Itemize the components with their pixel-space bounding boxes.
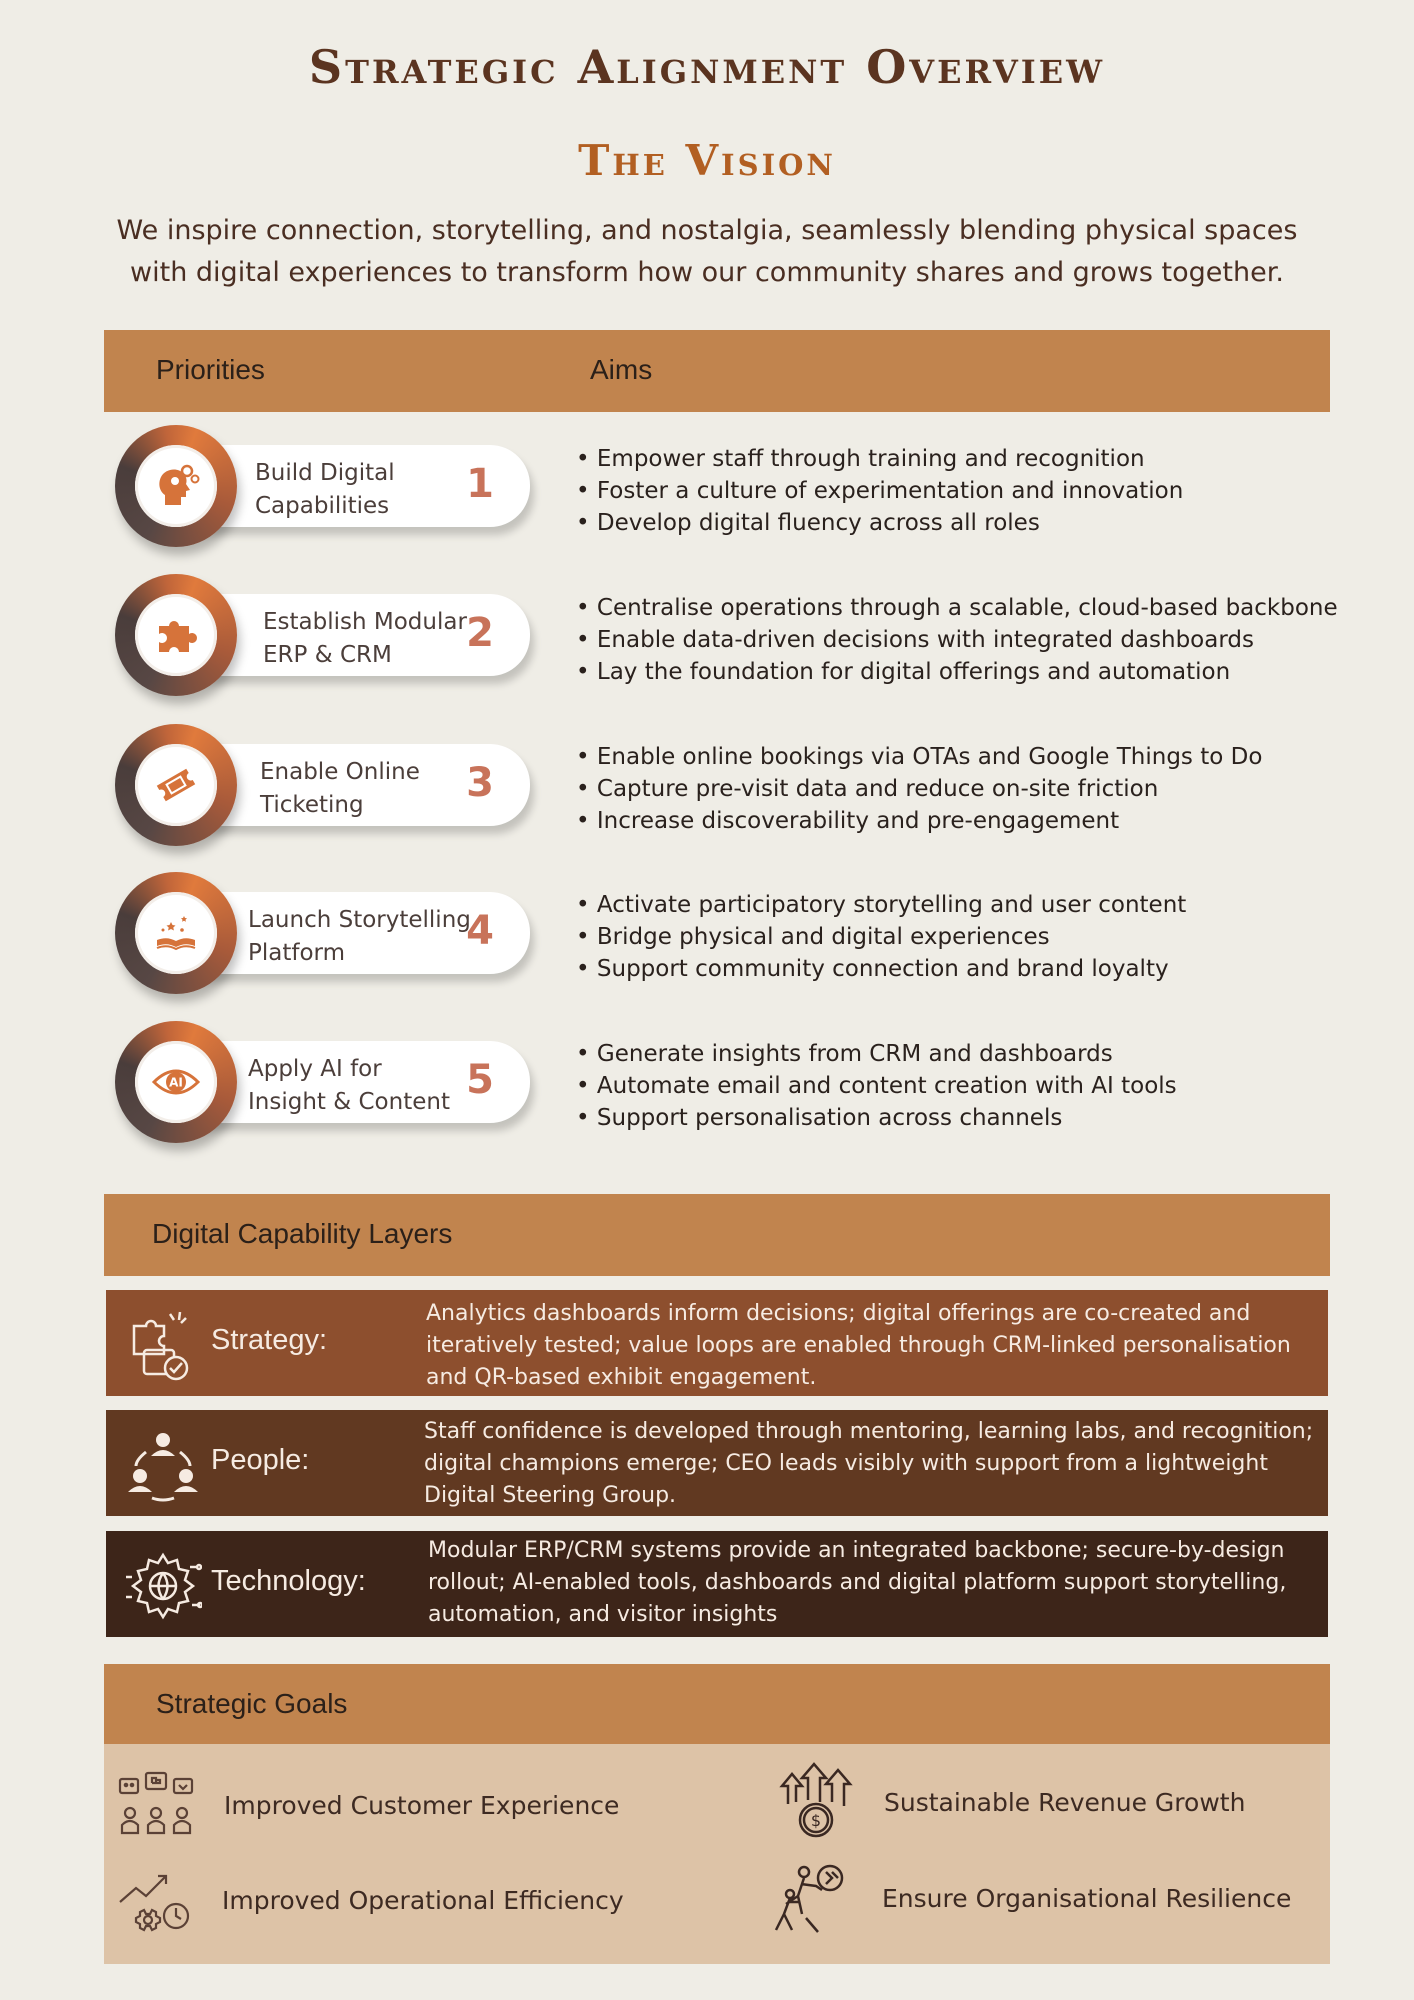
goal-label: Improved Operational Efficiency <box>222 1886 624 1915</box>
layer-description: Modular ERP/CRM systems provide an integrated backbone; secure-by-design rollout; AI-enabled tools, dashboards and digital platform support storytelling, automation, and visitor insights <box>428 1538 1287 1627</box>
ai-eye-icon <box>151 1057 201 1107</box>
aim-item: • Support personalisation across channels <box>576 1102 1177 1134</box>
layer-description: Analytics dashboards inform decisions; digital offerings are co-created and iteratively tested; value loops are enabled through CRM-linked personalisation and QR-based exhibit engagement. <box>426 1301 1291 1390</box>
svg-text:$: $ <box>810 1811 822 1830</box>
aim-item: • Foster a culture of experimentation and innovation <box>576 475 1183 507</box>
layer-people <box>106 1410 1328 1516</box>
aims-list-3 <box>576 741 1262 837</box>
priority-label: Enable Online Ticketing <box>260 759 420 818</box>
vision-title: The Vision <box>578 136 836 185</box>
aim-item: • Support community connection and brand loyalty <box>576 953 1186 985</box>
priority-disc <box>115 872 237 994</box>
layer-technology <box>106 1531 1328 1637</box>
goal-label: Improved Customer Experience <box>224 1791 620 1820</box>
aim-item: • Enable online bookings via OTAs and Google Things to Do <box>576 741 1262 773</box>
priority-number: 1 <box>466 461 494 507</box>
priority-row-4 <box>115 872 540 997</box>
priority-disc <box>115 1021 237 1143</box>
priority-row-1 <box>115 425 540 550</box>
customer-feedback-icon <box>116 1769 196 1849</box>
aim-item: • Generate insights from CRM and dashboards <box>576 1038 1177 1070</box>
people-circle-icon <box>124 1426 202 1504</box>
revenue-growth-icon <box>776 1762 856 1842</box>
page-title: Strategic Alignment Overview <box>308 40 1106 94</box>
priority-number: 2 <box>466 610 494 656</box>
aim-item: • Increase discoverability and pre-engagement <box>576 805 1262 837</box>
layer-name: People: <box>211 1444 310 1476</box>
gear-globe-icon <box>124 1547 202 1625</box>
head-gears-icon <box>151 461 201 511</box>
goals-area <box>104 1744 1330 1964</box>
priority-row-5 <box>115 1021 540 1146</box>
layer-name: Strategy: <box>211 1324 328 1356</box>
aim-item: • Bridge physical and digital experiences <box>576 921 1186 953</box>
aims-list-5 <box>576 1038 1177 1134</box>
priority-disc <box>115 574 237 696</box>
aims-list-4 <box>576 889 1186 985</box>
priority-number: 3 <box>466 760 494 806</box>
priorities-column-header: Priorities <box>156 354 265 385</box>
aims-column-header: Aims <box>590 354 653 385</box>
layers-header-bar <box>104 1194 1330 1276</box>
aim-item: • Capture pre-visit data and reduce on-site friction <box>576 773 1262 805</box>
vision-statement: We inspire connection, storytelling, and nostalgia, seamlessly blending physical spaces with digital experiences to transform how our community shares and grows together. <box>116 215 1298 288</box>
ticket-icon <box>151 760 201 810</box>
aim-item: • Activate participatory storytelling and user content <box>576 889 1186 921</box>
goal-label: Ensure Organisational Resilience <box>882 1884 1292 1913</box>
efficiency-gear-icon <box>116 1864 196 1944</box>
priority-label: Apply AI for Insight & Content <box>248 1056 450 1115</box>
aims-list-1 <box>576 443 1183 539</box>
priority-row-2 <box>115 574 540 699</box>
goals-header-bar <box>104 1664 1330 1744</box>
goals-heading: Strategic Goals <box>156 1688 348 1719</box>
resilience-climb-icon <box>772 1858 852 1938</box>
priority-disc <box>115 425 237 547</box>
aim-item: • Lay the foundation for digital offerings and automation <box>576 656 1338 688</box>
priority-label: Build Digital Capabilities <box>255 460 395 519</box>
layer-strategy <box>106 1290 1328 1396</box>
strategy-puzzle-icon <box>124 1306 202 1384</box>
priority-number: 4 <box>466 908 494 954</box>
aim-item: • Centralise operations through a scalable, cloud-based backbone <box>576 592 1338 624</box>
aims-list-2 <box>576 592 1338 688</box>
layer-description: Staff confidence is developed through mentoring, learning labs, and recognition; digital champions emerge; CEO leads visibly with support from a lightweight Digital Steering Group. <box>424 1419 1314 1508</box>
aim-item: • Enable data-driven decisions with integrated dashboards <box>576 624 1338 656</box>
puzzle-icon <box>151 610 201 660</box>
layer-name: Technology: <box>211 1565 366 1597</box>
priority-label: Establish Modular ERP & CRM <box>263 609 467 668</box>
goal-label: Sustainable Revenue Growth <box>884 1788 1246 1817</box>
priorities-header-bar <box>104 330 1330 412</box>
layers-heading: Digital Capability Layers <box>152 1218 453 1249</box>
priority-number: 5 <box>466 1057 494 1103</box>
aim-item: • Empower staff through training and recognition <box>576 443 1183 475</box>
svg-text:AI: AI <box>169 1075 183 1090</box>
priority-row-3 <box>115 724 540 849</box>
priority-disc <box>115 724 237 846</box>
priority-label: Launch Storytelling Platform <box>248 907 471 966</box>
open-book-stars-icon <box>151 908 201 958</box>
aim-item: • Automate email and content creation with AI tools <box>576 1070 1177 1102</box>
aim-item: • Develop digital fluency across all roles <box>576 507 1183 539</box>
